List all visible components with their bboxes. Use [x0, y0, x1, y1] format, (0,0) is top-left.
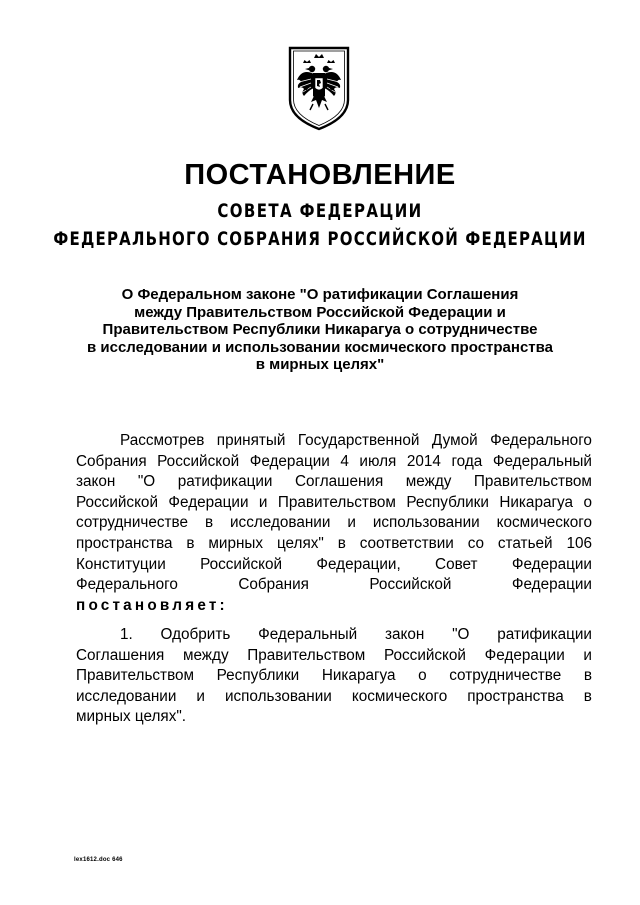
word: Республики — [216, 667, 300, 685]
paragraph-preamble — [76, 431, 592, 616]
word: закон — [76, 473, 116, 491]
paragraph-line — [76, 666, 592, 687]
paragraph-line — [76, 534, 592, 555]
word: статьей — [497, 534, 553, 552]
word: о — [583, 493, 592, 511]
paragraph-line — [76, 687, 592, 708]
paragraph-line — [76, 646, 592, 667]
word: ратификации — [177, 473, 273, 491]
word: о — [418, 667, 427, 685]
word: Российской — [157, 452, 240, 470]
word: Федерации — [511, 576, 592, 594]
word: 2014 — [406, 452, 441, 470]
heading-line: Правительством Республики Никарагуа о сотрудничестве — [102, 321, 538, 338]
resolves-word: постановляет: — [76, 596, 228, 614]
word: года — [451, 452, 483, 470]
issuer-line-1: СОВЕТА ФЕДЕРАЦИИ — [217, 199, 423, 222]
paragraph-line — [76, 493, 592, 514]
word: принятый — [216, 432, 286, 449]
word: закон — [385, 626, 425, 643]
heading-line: между Правительством Российской Федерации и — [134, 303, 506, 321]
word: 106 — [566, 534, 592, 552]
word: Соглашения — [294, 473, 384, 491]
word: космического — [351, 687, 448, 705]
word: использовании — [224, 687, 332, 705]
paragraph-line — [76, 625, 592, 646]
issuer-line-2: ФЕДЕРАЛЬНОГО СОБРАНИЯ РОССИЙСКОЙ ФЕДЕРАЦИИ — [53, 227, 587, 250]
word: и — [196, 687, 205, 705]
word: Федерации — [249, 452, 330, 470]
word: Рассмотрев — [120, 432, 205, 449]
word: Федеральный — [492, 452, 592, 470]
paragraph-line — [76, 452, 592, 473]
word: и — [583, 646, 592, 664]
heading-line: в исследовании и использовании космического пространства — [87, 338, 553, 356]
document-title: ПОСТАНОВЛЕНИЕ — [184, 159, 456, 191]
word: Российской — [200, 555, 283, 573]
word: в — [583, 667, 592, 685]
word: в — [583, 687, 592, 705]
word: Российской — [383, 646, 466, 664]
word: Никарагуа — [321, 667, 396, 685]
word: соответствии — [359, 534, 454, 552]
word: использовании — [372, 514, 480, 532]
paragraph-line — [76, 431, 592, 452]
word: в — [337, 534, 346, 552]
word: между — [182, 646, 229, 664]
russian-coat-of-arms-icon — [284, 44, 354, 132]
word: между — [405, 473, 452, 491]
heading-line: в мирных целях" — [255, 356, 385, 373]
word: космического — [496, 514, 592, 532]
word: целях" — [276, 534, 324, 552]
word: Федерального — [490, 432, 592, 449]
word: Соглашения — [76, 646, 165, 664]
resolution-heading — [72, 286, 568, 374]
word: "О — [452, 626, 470, 643]
word: исследовании — [230, 514, 331, 532]
word: июля — [359, 452, 397, 470]
word: Республики — [406, 493, 489, 511]
word: Федерации — [484, 646, 565, 664]
document-file-code: lex1612.doc 646 — [74, 857, 123, 863]
word: Государственной — [297, 432, 420, 449]
word: Правительством — [76, 667, 195, 685]
paragraph-clause-1 — [76, 625, 592, 728]
word: исследовании — [76, 687, 177, 705]
word: и — [347, 514, 356, 532]
word: "О — [137, 473, 156, 491]
word: Конституции — [76, 555, 166, 573]
paragraph-line: мирных целях". — [76, 708, 187, 726]
word: Одобрить — [160, 626, 231, 643]
paragraph-line — [76, 472, 592, 493]
word: Федеральный — [258, 626, 358, 643]
word: Правительством — [247, 646, 366, 664]
word: Федерации — [168, 493, 249, 511]
word: и — [258, 493, 268, 511]
paragraph-line — [76, 555, 592, 576]
word: Российской — [76, 493, 158, 511]
word: в — [204, 514, 214, 532]
word: сотрудничестве — [76, 514, 188, 532]
word: пространства — [467, 687, 564, 705]
word: Совет — [435, 555, 478, 573]
word: Российской — [369, 576, 452, 594]
word: мирных — [208, 534, 264, 552]
word: 1. — [120, 626, 133, 643]
word: Федерального — [76, 576, 178, 594]
word: сотрудничестве — [449, 667, 562, 685]
word: Собрания — [76, 452, 147, 470]
paragraph-line — [76, 513, 592, 534]
paragraph-line — [76, 596, 592, 617]
paragraph-line — [76, 575, 592, 596]
word: 4 — [340, 452, 349, 470]
word: со — [467, 534, 485, 552]
word: Думой — [431, 432, 478, 449]
word: Федерации, — [316, 555, 401, 573]
heading-line: О Федеральном законе "О ратификации Соглашения — [121, 286, 519, 303]
word: Собрания — [238, 576, 309, 594]
word: в — [186, 534, 195, 552]
word: Никарагуа — [499, 493, 574, 511]
word: ратификации — [497, 626, 592, 643]
word: пространства — [76, 534, 173, 552]
word: Федерации — [511, 555, 592, 573]
word: Правительством — [473, 473, 592, 491]
word: Правительством — [277, 493, 396, 511]
